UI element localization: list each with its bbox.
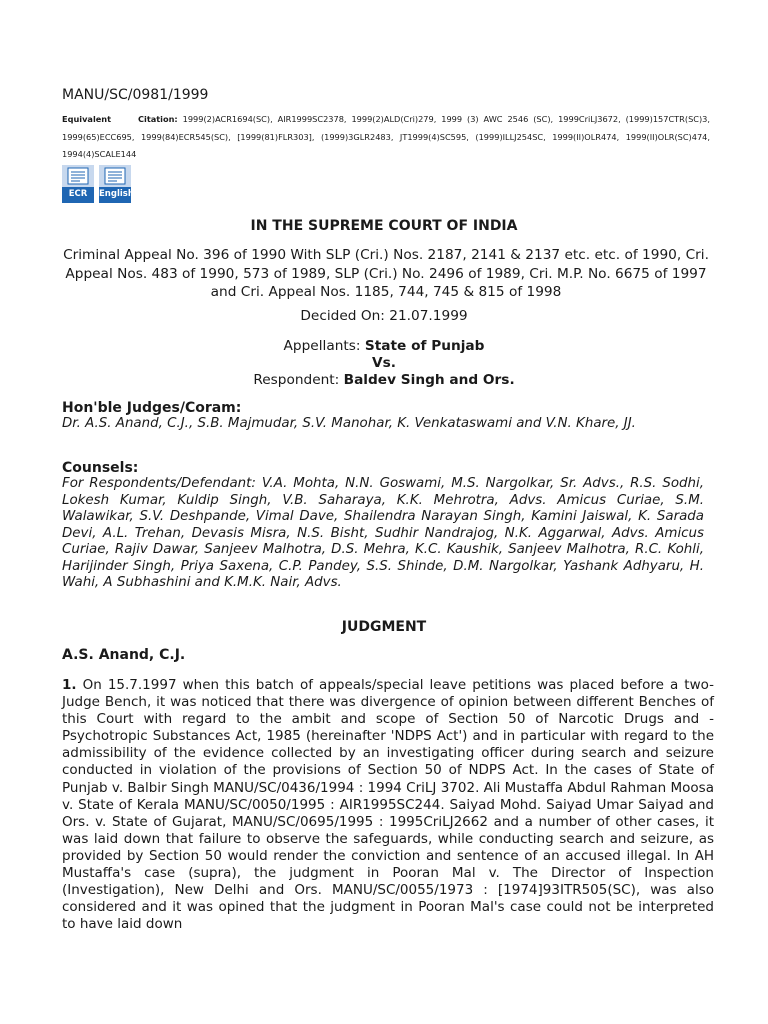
appellants-name: State of Punjab <box>364 338 485 354</box>
appellants-label: Appellants: <box>283 338 365 354</box>
parties-block <box>0 338 768 389</box>
ecr-label: ECR <box>62 187 94 201</box>
english-badge[interactable] <box>99 165 134 203</box>
document-id: MANU/SC/0981/1999 <box>62 87 209 103</box>
citation-list: 1999(2)ACR1694(SC), AIR1999SC2378, 1999(2)ALD(Cri)279, 1999 (3) AWC 2546 (SC), 1999CriLJ3672, (1999)157CTR(SC)3, 1999(65)ECC695, 1999(84)ECR545(SC), [1999(81)FLR303], (1999)3GLR2483, JT1999(4)SC595, (1999)ILLJ254SC, 1999(II)OLR474, 1999(II)OLR(SC)474, 1994(4)SCALE144 <box>62 114 710 159</box>
decided-on: Decided On: 21.07.1999 <box>300 308 468 324</box>
english-label: English <box>99 189 134 199</box>
equivalent-citation <box>62 111 710 164</box>
paragraph-number: 1. <box>62 677 77 693</box>
english-icon <box>99 165 131 187</box>
judges-list: Dr. A.S. Anand, C.J., S.B. Majmudar, S.V. Manohar, K. Venkataswami and V.N. Khare, JJ. <box>62 416 636 431</box>
judges-title: Hon'ble Judges/Coram: <box>62 400 242 416</box>
paragraph-1 <box>62 677 714 933</box>
judgment-heading: JUDGMENT <box>341 619 427 635</box>
court-heading: IN THE SUPREME COURT OF INDIA <box>250 218 518 234</box>
paragraph-text: On 15.7.1997 when this batch of appeals/special leave petitions was placed before a two-Judge Bench, it was noticed that there was divergence of opinion between different Benches of this Court with regard to the ambit and scope of Section 50 of Narcotic Drugs and - Psychotropic Substances Act, 1985 (hereinafter 'NDPS Act') and in particular with regard to the admissibility of the evidence collected by an investigating officer during search and seizure conducted in violation of the provisions of Section 50 of NDPS Act. In the cases of State of Punjab v. Balbir Singh MANU/SC/0436/1994 : 1994 CriLJ 3702. Ali Mustaffa Abdul Rahman Moosa v. State of Kerala MANU/SC/0050/1995 : AIR1995SC244. Saiyad Mohd. Saiyad Umar Saiyad and Ors. v. State of Gujarat, MANU/SC/0695/1995 : 1995CriLJ2662 and a number of other cases, it was laid down that failure to observe the safeguards, while conducting search and seizure, as provided by Section 50 would render the conviction and sentence of an accused illegal. In AH Mustaffa's case (supra), the judgment in Pooran Mal v. The Director of Inspection (Investigation), New Delhi and Ors. MANU/SC/0055/1973 : [1974]93ITR505(SC), was also considered and it was opined that the judgment in Pooran Mal's case could not be interpreted to have laid down <box>62 677 714 933</box>
citation-label: Citation: <box>138 114 178 124</box>
counsels-title: Counsels: <box>62 460 139 476</box>
appeal-numbers: Criminal Appeal No. 396 of 1990 With SLP (Cri.) Nos. 2187, 2141 & 2137 etc. etc. of 1990, Cri. Appeal Nos. 483 of 1990, 573 of 1989, SLP (Cri.) No. 2496 of 1989, Cri. M.P. No. 6675 of 1997 and Cri. Appeal Nos. 1185, 744, 745 & 815 of 1998 <box>63 247 709 300</box>
versus: Vs. <box>372 355 396 371</box>
respondent-label: Respondent: <box>253 372 344 388</box>
ecr-icon <box>62 165 94 187</box>
equivalent-label: Equivalent <box>62 114 112 124</box>
respondent-name: Baldev Singh and Ors. <box>343 372 515 388</box>
ecr-badge[interactable] <box>62 165 94 203</box>
counsels-list: For Respondents/Defendant: V.A. Mohta, N.N. Goswami, M.S. Nargolkar, Sr. Advs., R.S. Sodhi, Lokesh Kumar, Kuldip Singh, V.B. Saharaya, K.K. Mehrotra, Advs. Amicus Curiae, S.M. Walawikar, S.V. Deshpande, Vimal Dave, Shailendra Narayan Singh, Kamini Jaiswal, K. Sarada Devi, A.L. Trehan, Devasis Misra, N.S. Bisht, Sudhir Nandrajog, N.K. Aggarwal, Advs. Amicus Curiae, Rajiv Dawar, Sanjeev Malhotra, D.S. Mehra, K.C. Kaushik, Sanjeev Malhotra, R.C. Kohli, Harijinder Singh, Priya Saxena, C.P. Pandey, S.S. Shinde, D.M. Nargolkar, Yashank Adhyaru, H. Wahi, A Subhashini and K.M.K. Nair, Advs. <box>62 476 704 590</box>
judgment-author: A.S. Anand, C.J. <box>62 647 186 663</box>
